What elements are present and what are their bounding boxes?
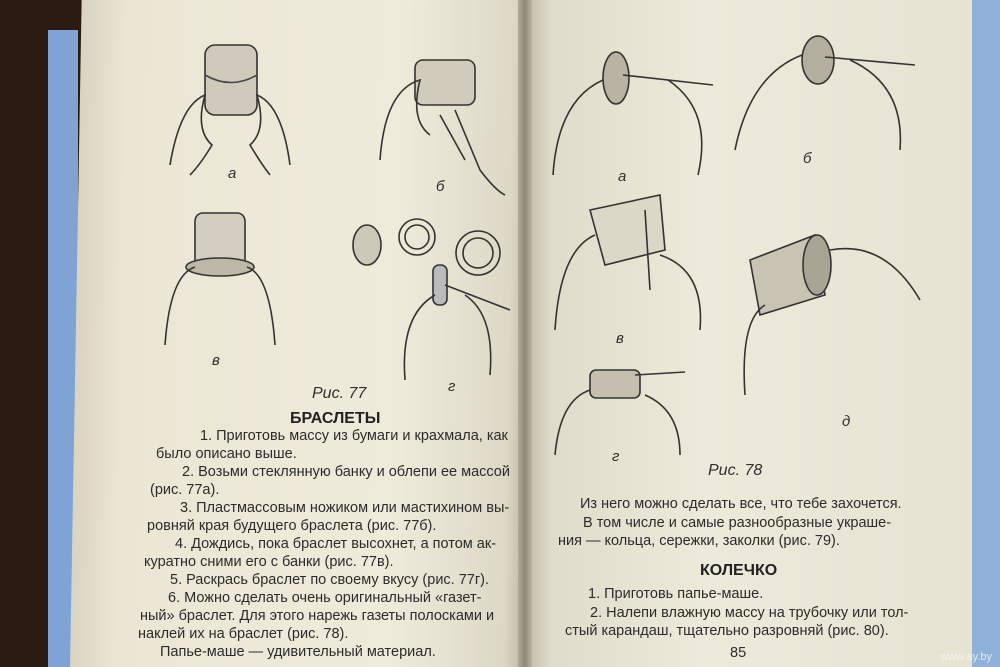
left-line: ровняй края будущего браслета (рис. 77б). bbox=[147, 518, 437, 534]
caption-77g: г bbox=[448, 378, 456, 395]
right-line: стый карандаш, тщательно разровняй (рис. 80). bbox=[565, 623, 889, 639]
illustration-78g bbox=[550, 360, 690, 460]
watermark: www.ay.by bbox=[940, 651, 992, 663]
right-line: 1. Приготовь папье-маше. bbox=[588, 586, 764, 602]
illustration-77a bbox=[150, 35, 310, 185]
left-line: 5. Раскрась браслет по своему вкусу (рис. 77г). bbox=[170, 572, 489, 588]
left-line: 3. Пластмассовым ножиком или мастихином вы- bbox=[180, 500, 510, 516]
caption-78d: д bbox=[842, 413, 851, 430]
caption-77b: б bbox=[436, 178, 445, 195]
illustration-77g bbox=[345, 215, 515, 385]
left-line: было описано выше. bbox=[156, 446, 297, 462]
caption-77v: в bbox=[212, 352, 220, 369]
left-line: Папье-маше — удивительный материал. bbox=[160, 644, 436, 660]
right-line: В том числе и самые разнообразные украше- bbox=[583, 515, 892, 531]
left-line: куратно сними его с банки (рис. 77в). bbox=[144, 554, 394, 570]
left-line: наклей их на браслет (рис. 78). bbox=[138, 626, 349, 642]
page-number: 85 bbox=[730, 645, 747, 661]
right-line: ния — кольца, сережки, заколки (рис. 79). bbox=[558, 533, 840, 549]
caption-78g: г bbox=[612, 448, 620, 465]
left-line: ный» браслет. Для этого нарежь газеты полосками и bbox=[140, 608, 495, 624]
right-line: Из него можно сделать все, что тебе захочется. bbox=[580, 496, 902, 512]
right-line: 2. Налепи влажную массу на трубочку или тол- bbox=[590, 605, 909, 621]
left-line: 6. Можно сделать очень оригинальный «газет- bbox=[168, 590, 482, 606]
book-spine bbox=[518, 0, 532, 667]
caption-78a: а bbox=[618, 168, 627, 185]
caption-77a: а bbox=[228, 165, 237, 182]
heading-bracelets: БРАСЛЕТЫ bbox=[290, 410, 381, 427]
figure-label-78: Рис. 78 bbox=[708, 462, 763, 479]
illustration-78d bbox=[735, 220, 925, 400]
caption-78b: б bbox=[803, 150, 812, 167]
illustration-77v bbox=[155, 205, 285, 355]
illustration-78b bbox=[730, 25, 920, 155]
caption-78v: в bbox=[616, 330, 624, 347]
left-line: 1. Приготовь массу из бумаги и крахмала, как bbox=[200, 428, 508, 444]
illustration-78v bbox=[550, 190, 710, 340]
left-line: 4. Дождись, пока браслет высохнет, а потом ак- bbox=[175, 536, 497, 552]
left-line: 2. Возьми стеклянную банку и облепи ее массой bbox=[182, 464, 510, 480]
left-line: (рис. 77а). bbox=[150, 482, 220, 498]
figure-label-77: Рис. 77 bbox=[312, 385, 367, 402]
heading-ring: КОЛЕЧКО bbox=[700, 562, 778, 579]
illustration-78a bbox=[548, 40, 728, 180]
